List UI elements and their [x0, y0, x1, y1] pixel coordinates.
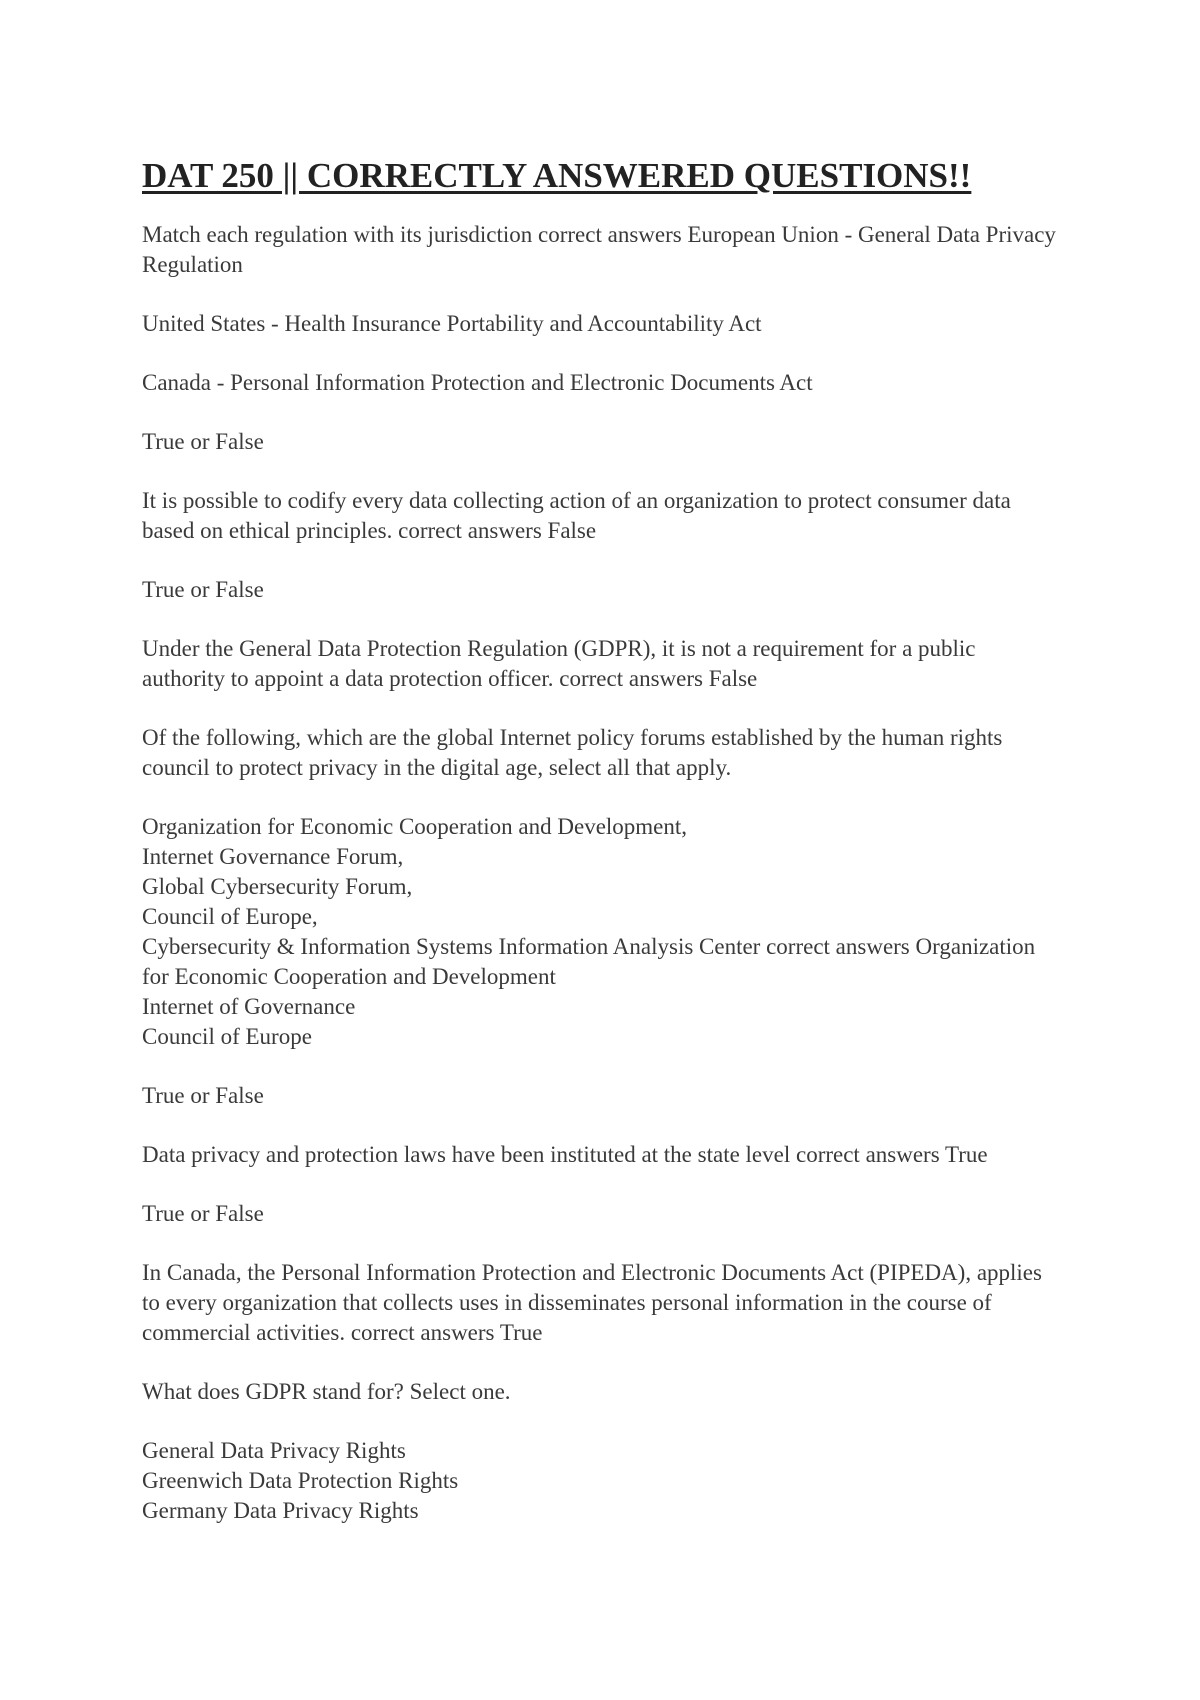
paragraph-match-regulation: Match each regulation with its jurisdiction correct answers European Union - General Data Privacy Regulation	[142, 222, 1056, 277]
forum-option-line: Organization for Economic Cooperation and Development,	[142, 814, 688, 839]
paragraph-pipeda-question: In Canada, the Personal Information Protection and Electronic Documents Act (PIPEDA), applies to every organization that collects uses in disseminates personal information in the course of commercial activities. correct answers True	[142, 1260, 1042, 1345]
paragraph-united-states: United States - Health Insurance Portability and Accountability Act	[142, 311, 762, 336]
paragraph-codify-question: It is possible to codify every data collecting action of an organization to protect consumer data based on ethical principles. correct answers False	[142, 488, 1011, 543]
forum-option-line: Council of Europe,	[142, 904, 318, 929]
paragraph-true-or-false-4: True or False	[142, 1201, 264, 1226]
forum-option-line: Global Cybersecurity Forum,	[142, 874, 413, 899]
forum-option-line: Cybersecurity & Information Systems Information Analysis Center correct answers Organization for Economic Cooperation and Development	[142, 934, 1036, 989]
forum-option-line: Internet Governance Forum,	[142, 844, 404, 869]
paragraph-state-level-question: Data privacy and protection laws have been instituted at the state level correct answers True	[142, 1142, 988, 1167]
gdpr-option-line: Germany Data Privacy Rights	[142, 1498, 419, 1523]
forum-option-line: Internet of Governance	[142, 994, 356, 1019]
paragraph-true-or-false-1: True or False	[142, 429, 264, 454]
paragraph-forums-question: Of the following, which are the global Internet policy forums established by the human rights council to protect privacy in the digital age, select all that apply.	[142, 725, 1003, 780]
paragraph-true-or-false-2: True or False	[142, 577, 264, 602]
document-content	[142, 152, 1062, 1555]
gdpr-options-block	[142, 1436, 1062, 1526]
paragraph-canada: Canada - Personal Information Protection and Electronic Documents Act	[142, 370, 813, 395]
paragraph-gdpr-officer-question: Under the General Data Protection Regulation (GDPR), it is not a requirement for a public authority to appoint a data protection officer. correct answers False	[142, 636, 976, 691]
paragraph-true-or-false-3: True or False	[142, 1083, 264, 1108]
paragraph-gdpr-stand-for: What does GDPR stand for? Select one.	[142, 1379, 511, 1404]
forum-option-line: Council of Europe	[142, 1024, 312, 1049]
gdpr-option-line: Greenwich Data Protection Rights	[142, 1468, 459, 1493]
document-title: DAT 250 || CORRECTLY ANSWERED QUESTIONS!!	[142, 156, 972, 195]
forums-options-block	[142, 812, 1062, 1052]
gdpr-option-line: General Data Privacy Rights	[142, 1438, 406, 1463]
